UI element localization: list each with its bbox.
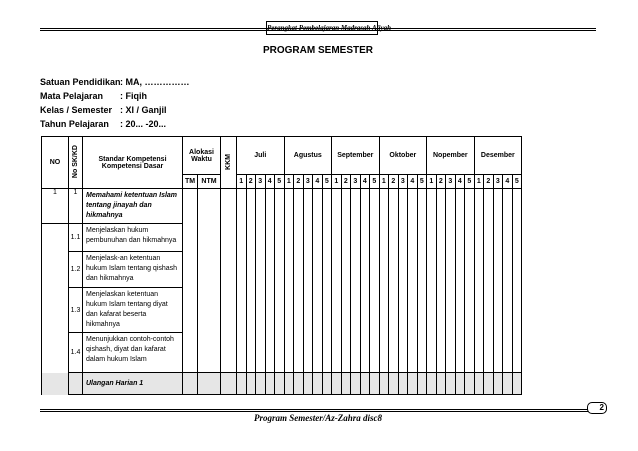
schedule-cell: [237, 224, 247, 252]
schedule-cell: [265, 252, 275, 288]
schedule-cell: [408, 288, 418, 333]
schedule-cell: [379, 288, 389, 333]
schedule-cell: [332, 224, 342, 252]
week-header: 1: [284, 175, 294, 189]
schedule-cell: [436, 373, 446, 395]
schedule-cell: [417, 333, 427, 373]
week-header: 1: [474, 175, 484, 189]
schedule-cell: [398, 252, 408, 288]
table-row: [42, 333, 522, 373]
row-competency: Menjelaskan hukum pembunuhan dan hikmahnya: [83, 224, 183, 252]
schedule-cell: [341, 373, 351, 395]
schedule-cell: [370, 333, 380, 373]
schedule-cell: [503, 224, 513, 252]
month-header: Nopember: [427, 137, 475, 175]
schedule-cell: [351, 373, 361, 395]
month-header: Juli: [237, 137, 285, 175]
schedule-cell: [379, 333, 389, 373]
schedule-cell: [408, 224, 418, 252]
schedule-cell: [427, 373, 437, 395]
schedule-cell: [294, 373, 304, 395]
schedule-cell: [351, 252, 361, 288]
schedule-cell: [436, 189, 446, 224]
week-header: 2: [484, 175, 494, 189]
week-header: 5: [370, 175, 380, 189]
row-no: [42, 288, 69, 333]
schedule-cell: [322, 373, 332, 395]
schedule-cell: [221, 252, 237, 288]
footer-rule-top: [40, 409, 588, 410]
schedule-cell: [221, 333, 237, 373]
schedule-cell: [275, 189, 285, 224]
schedule-cell: [465, 288, 475, 333]
schedule-cell: [389, 224, 399, 252]
footer-text: Program Semester/Az-Zahra disc8: [253, 413, 382, 423]
schedule-cell: [379, 373, 389, 395]
schedule-cell: [341, 189, 351, 224]
schedule-cell: [512, 224, 522, 252]
info-value: : XI / Ganjil: [120, 105, 167, 115]
schedule-cell: [256, 224, 266, 252]
schedule-cell: [237, 373, 247, 395]
schedule-cell: [183, 373, 198, 395]
schedule-cell: [341, 224, 351, 252]
schedule-cell: [246, 224, 256, 252]
week-header: 3: [446, 175, 456, 189]
info-value: : Fiqih: [120, 91, 147, 101]
schedule-cell: [379, 189, 389, 224]
schedule-cell: [284, 189, 294, 224]
schedule-cell: [503, 252, 513, 288]
col-tm-header: TM: [183, 175, 198, 189]
schedule-cell: [465, 189, 475, 224]
week-header: 1: [379, 175, 389, 189]
schedule-cell: [370, 252, 380, 288]
schedule-cell: [303, 224, 313, 252]
row-no: [42, 224, 69, 252]
schedule-cell: [332, 288, 342, 333]
col-kkm-label: KKM: [225, 153, 232, 170]
schedule-cell: [198, 333, 221, 373]
schedule-cell: [265, 288, 275, 333]
week-header: 2: [294, 175, 304, 189]
schedule-cell: [198, 373, 221, 395]
week-header: 1: [237, 175, 247, 189]
schedule-cell: [493, 373, 503, 395]
schedule-cell: [446, 224, 456, 252]
footer-rule-bottom: [40, 411, 588, 412]
schedule-cell: [183, 224, 198, 252]
schedule-cell: [455, 189, 465, 224]
schedule-cell: [474, 333, 484, 373]
schedule-cell: [322, 288, 332, 333]
schedule-cell: [284, 373, 294, 395]
schedule-cell: [360, 189, 370, 224]
info-row: [40, 117, 190, 131]
schedule-cell: [275, 373, 285, 395]
schedule-cell: [294, 189, 304, 224]
schedule-cell: [493, 224, 503, 252]
schedule-cell: [370, 373, 380, 395]
col-ntm-header: NTM: [198, 175, 221, 189]
schedule-cell: [237, 189, 247, 224]
schedule-cell: [351, 288, 361, 333]
week-header: 3: [351, 175, 361, 189]
schedule-cell: [246, 373, 256, 395]
table-row: [42, 224, 522, 252]
schedule-cell: [503, 333, 513, 373]
schedule-cell: [398, 288, 408, 333]
schedule-cell: [256, 288, 266, 333]
schedule-cell: [294, 252, 304, 288]
schedule-cell: [465, 333, 475, 373]
schedule-cell: [294, 288, 304, 333]
week-header: 2: [436, 175, 446, 189]
schedule-cell: [237, 252, 247, 288]
row-no: [42, 252, 69, 288]
week-header: 4: [313, 175, 323, 189]
schedule-cell: [183, 252, 198, 288]
week-header: 5: [465, 175, 475, 189]
schedule-cell: [370, 288, 380, 333]
month-header: Oktober: [379, 137, 427, 175]
schedule-cell: [313, 224, 323, 252]
table-row: [42, 189, 522, 224]
schedule-cell: [398, 189, 408, 224]
schedule-cell: [389, 252, 399, 288]
schedule-cell: [484, 333, 494, 373]
week-header: 5: [512, 175, 522, 189]
schedule-cell: [351, 333, 361, 373]
schedule-cell: [221, 189, 237, 224]
schedule-cell: [465, 252, 475, 288]
schedule-cell: [341, 288, 351, 333]
week-header: 3: [256, 175, 266, 189]
schedule-cell: [408, 252, 418, 288]
week-header: 4: [503, 175, 513, 189]
schedule-cell: [221, 373, 237, 395]
schedule-cell: [512, 288, 522, 333]
schedule-cell: [503, 189, 513, 224]
schedule-cell: [484, 288, 494, 333]
schedule-cell: [436, 224, 446, 252]
schedule-cell: [360, 252, 370, 288]
schedule-cell: [398, 373, 408, 395]
schedule-cell: [183, 189, 198, 224]
info-label: Kelas / Semester: [40, 105, 113, 115]
schedule-cell: [284, 224, 294, 252]
row-no: [42, 333, 69, 373]
schedule-cell: [484, 373, 494, 395]
schedule-cell: [221, 288, 237, 333]
month-header: Agustus: [284, 137, 332, 175]
schedule-cell: [265, 333, 275, 373]
page-number: 2: [587, 402, 607, 414]
schedule-cell: [474, 288, 484, 333]
week-header: 1: [332, 175, 342, 189]
month-header: Desember: [474, 137, 522, 175]
week-header: 5: [322, 175, 332, 189]
schedule-cell: [332, 373, 342, 395]
row-no: 1: [42, 189, 69, 224]
row-sk: [69, 373, 83, 395]
info-label: Mata Pelajaran: [40, 91, 104, 101]
schedule-cell: [427, 252, 437, 288]
schedule-cell: [275, 333, 285, 373]
week-header: 4: [360, 175, 370, 189]
schedule-cell: [351, 224, 361, 252]
info-value: : 20... -20...: [120, 119, 167, 129]
schedule-cell: [512, 252, 522, 288]
table-row: [42, 288, 522, 333]
col-sk-header: [69, 137, 83, 189]
schedule-cell: [370, 224, 380, 252]
schedule-cell: [322, 224, 332, 252]
schedule-cell: [275, 224, 285, 252]
schedule-cell: [389, 373, 399, 395]
schedule-cell: [341, 252, 351, 288]
schedule-cell: [198, 252, 221, 288]
schedule-cell: [455, 333, 465, 373]
week-header: 2: [246, 175, 256, 189]
schedule-cell: [303, 333, 313, 373]
schedule-cell: [408, 189, 418, 224]
schedule-cell: [265, 224, 275, 252]
schedule-cell: [256, 333, 266, 373]
week-header: 3: [303, 175, 313, 189]
schedule-cell: [303, 252, 313, 288]
schedule-cell: [246, 189, 256, 224]
schedule-cell: [474, 373, 484, 395]
schedule-cell: [446, 373, 456, 395]
schedule-cell: [379, 252, 389, 288]
schedule-cell: [427, 224, 437, 252]
row-competency: Memahami ketentuan Islam tentang jinayah dan hikmahnya: [83, 189, 183, 224]
schedule-cell: [427, 189, 437, 224]
schedule-cell: [512, 373, 522, 395]
table-row: [42, 252, 522, 288]
row-competency: Ulangan Harian 1: [83, 373, 183, 395]
week-header: 5: [417, 175, 427, 189]
info-label: Satuan Pendidikan: [40, 77, 121, 87]
col-kkm-header: [221, 137, 237, 189]
schedule-cell: [389, 288, 399, 333]
schedule-cell: [360, 333, 370, 373]
schedule-cell: [198, 189, 221, 224]
week-header: 5: [275, 175, 285, 189]
col-sk-label: No SK/KD: [72, 144, 79, 179]
schedule-cell: [455, 252, 465, 288]
schedule-cell: [303, 288, 313, 333]
schedule-cell: [436, 252, 446, 288]
schedule-cell: [313, 333, 323, 373]
info-row: [40, 89, 190, 103]
schedule-cell: [417, 189, 427, 224]
schedule-cell: [493, 189, 503, 224]
schedule-cell: [379, 224, 389, 252]
schedule-cell: [294, 224, 304, 252]
schedule-cell: [398, 224, 408, 252]
schedule-cell: [455, 288, 465, 333]
schedule-cell: [512, 333, 522, 373]
col-alokasi-header: Alokasi Waktu: [183, 137, 221, 175]
schedule-cell: [221, 224, 237, 252]
schedule-cell: [265, 373, 275, 395]
schedule-cell: [446, 288, 456, 333]
schedule-cell: [313, 189, 323, 224]
schedule-cell: [256, 373, 266, 395]
schedule-cell: [474, 252, 484, 288]
schedule-cell: [198, 288, 221, 333]
schedule-cell: [474, 224, 484, 252]
month-header: September: [332, 137, 380, 175]
week-header: 2: [389, 175, 399, 189]
schedule-cell: [465, 224, 475, 252]
schedule-cell: [237, 333, 247, 373]
schedule-cell: [237, 288, 247, 333]
schedule-cell: [436, 288, 446, 333]
table-row: [42, 373, 522, 395]
schedule-cell: [484, 189, 494, 224]
schedule-cell: [417, 373, 427, 395]
schedule-cell: [332, 189, 342, 224]
schedule-cell: [313, 288, 323, 333]
schedule-cell: [341, 333, 351, 373]
schedule-cell: [360, 288, 370, 333]
schedule-cell: [389, 189, 399, 224]
schedule-cell: [198, 224, 221, 252]
schedule-cell: [427, 333, 437, 373]
info-block: [40, 75, 190, 131]
row-no: [42, 373, 69, 395]
week-header: 4: [455, 175, 465, 189]
schedule-cell: [398, 333, 408, 373]
week-header: 1: [427, 175, 437, 189]
row-sk: 1: [69, 189, 83, 224]
schedule-cell: [417, 252, 427, 288]
schedule-cell: [436, 333, 446, 373]
row-competency: Menjelaskan ketentuan hukum Islam tentang diyat dan kafarat beserta hikmahnya: [83, 288, 183, 333]
schedule-cell: [503, 288, 513, 333]
schedule-cell: [246, 333, 256, 373]
schedule-cell: [408, 373, 418, 395]
schedule-cell: [332, 333, 342, 373]
schedule-cell: [408, 333, 418, 373]
schedule-cell: [427, 288, 437, 333]
schedule-cell: [417, 224, 427, 252]
schedule-cell: [360, 224, 370, 252]
schedule-cell: [512, 189, 522, 224]
week-header: 2: [341, 175, 351, 189]
schedule-cell: [256, 189, 266, 224]
schedule-cell: [246, 288, 256, 333]
schedule-cell: [360, 373, 370, 395]
schedule-cell: [493, 252, 503, 288]
schedule-cell: [294, 333, 304, 373]
schedule-cell: [313, 252, 323, 288]
week-header: 4: [265, 175, 275, 189]
schedule-cell: [465, 373, 475, 395]
info-row: [40, 75, 190, 89]
schedule-cell: [484, 224, 494, 252]
schedule-cell: [284, 252, 294, 288]
schedule-cell: [303, 189, 313, 224]
schedule-cell: [417, 288, 427, 333]
schedule-cell: [284, 333, 294, 373]
schedule-cell: [322, 333, 332, 373]
schedule-cell: [503, 373, 513, 395]
row-sk: 1.4: [69, 333, 83, 373]
week-header: 4: [408, 175, 418, 189]
schedule-cell: [183, 333, 198, 373]
schedule-cell: [351, 189, 361, 224]
schedule-cell: [265, 189, 275, 224]
schedule-cell: [246, 252, 256, 288]
schedule-cell: [455, 224, 465, 252]
schedule-cell: [303, 373, 313, 395]
row-sk: 1.3: [69, 288, 83, 333]
schedule-cell: [332, 252, 342, 288]
week-header: 3: [493, 175, 503, 189]
schedule-cell: [484, 252, 494, 288]
page-title: PROGRAM SEMESTER: [262, 45, 373, 56]
schedule-cell: [284, 288, 294, 333]
info-value: : MA, ……………: [120, 77, 190, 87]
schedule-cell: [446, 252, 456, 288]
schedule-cell: [322, 189, 332, 224]
schedule-cell: [313, 373, 323, 395]
schedule-cell: [370, 189, 380, 224]
schedule-cell: [322, 252, 332, 288]
schedule-cell: [455, 373, 465, 395]
row-competency: Menunjukkan contoh-contoh qishash, diyat dan kafarat dalam hukum Islam: [83, 333, 183, 373]
schedule-table: [41, 136, 522, 395]
row-competency: Menjelask-an ketentuan hukum Islam tentang qishash dan hikmahnya: [83, 252, 183, 288]
schedule-cell: [446, 333, 456, 373]
row-sk: 1.2: [69, 252, 83, 288]
schedule-cell: [493, 288, 503, 333]
row-sk: 1.1: [69, 224, 83, 252]
schedule-cell: [493, 333, 503, 373]
schedule-cell: [183, 288, 198, 333]
schedule-cell: [389, 333, 399, 373]
schedule-cell: [474, 189, 484, 224]
schedule-cell: [275, 252, 285, 288]
schedule-cell: [256, 252, 266, 288]
schedule-cell: [275, 288, 285, 333]
week-header: 3: [398, 175, 408, 189]
info-label: Tahun Pelajaran: [40, 119, 109, 129]
header-badge: Perangkat Pembelajaran Madrasah Aliyah: [266, 21, 378, 35]
col-standard-header: Standar Kompetensi Kompetensi Dasar: [83, 137, 183, 189]
schedule-cell: [446, 189, 456, 224]
info-row: [40, 103, 190, 117]
col-no-header: NO: [42, 137, 69, 189]
